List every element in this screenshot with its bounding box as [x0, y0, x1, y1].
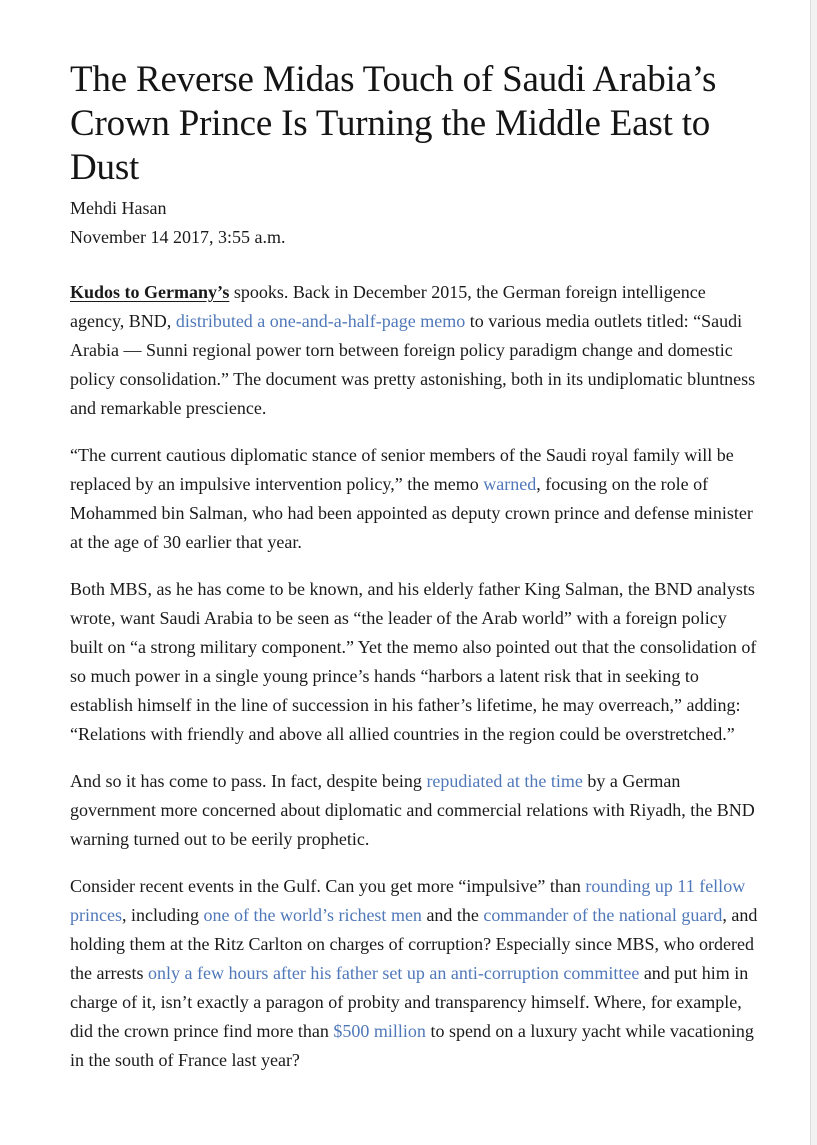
paragraph-text: , including	[121, 905, 204, 925]
paragraph-text: by a German government more concerned about diplomatic and commercial relations with Riyadh, the BND warning turned out to be eerily prophetic.	[70, 771, 755, 849]
paragraph-4	[70, 767, 760, 854]
article-date: November 14 2017, 3:55 a.m.	[70, 227, 286, 247]
paragraph-text: spooks. Back in December 2015, the German foreign intelligence agency, BND,	[70, 282, 706, 331]
article-title: The Reverse Midas Touch of Saudi Arabia’s Crown Prince Is Turning the Middle East to Dust	[70, 59, 717, 188]
paragraph-text: , focusing on the role of Mohammed bin Salman, who had been appointed as deputy crown prince and defense minister at the age of 30 earlier that year.	[70, 474, 753, 552]
national-guard-link[interactable]: commander of the national guard	[483, 905, 723, 925]
paragraph-2	[70, 441, 760, 557]
article-author: Mehdi Hasan	[70, 198, 167, 218]
window-edge	[810, 0, 817, 1145]
repudiated-link[interactable]: repudiated at the time	[426, 771, 583, 791]
paragraph-text: to various media outlets titled: “Saudi Arabia — Sunni regional power torn between foreign policy paradigm change and domestic policy consolidation.” The document was pretty astonishing, both in its undiplomatic bluntness and remarkable prescience.	[70, 311, 756, 418]
article-body	[70, 278, 760, 1075]
paragraph-text: And so it has come to pass. In fact, despite being	[70, 771, 427, 791]
kudos-link[interactable]: Kudos to Germany’s	[70, 282, 230, 302]
paragraph-3	[70, 575, 760, 749]
yacht-link[interactable]: $500 million	[333, 1021, 426, 1041]
warned-link[interactable]: warned	[483, 474, 537, 494]
paragraph-text: , and holding them at the Ritz Carlton on charges of corruption? Especially since MBS, who ordered the arrests	[70, 905, 758, 983]
richest-men-link[interactable]: one of the world’s richest men	[203, 905, 422, 925]
rounding-up-link[interactable]: rounding up 11 fellow princes	[70, 876, 746, 925]
paragraph-text: “The current cautious diplomatic stance of senior members of the Saudi royal family will be replaced by an impulsive intervention policy,” the memo	[70, 445, 734, 494]
article	[70, 58, 760, 1093]
paragraph-1	[70, 278, 760, 423]
paragraph-text: Both MBS, as he has come to be known, and his elderly father King Salman, the BND analysts wrote, want Saudi Arabia to be seen as “the leader of the Arab world” with a foreign policy built on “a strong military component.” Yet the memo also pointed out that the consolidation of so much power in a single young prince’s hands “harbors a latent risk that in seeking to establish himself in the line of succession in his father’s lifetime, he may overreach,” adding: “Relations with friendly and above all allied countries in the region could be overstretched.”	[70, 579, 757, 744]
paragraph-5	[70, 872, 760, 1075]
paragraph-text: to spend on a luxury yacht while vacationing in the south of France last year?	[70, 1021, 754, 1070]
memo-link[interactable]: distributed a one-and-a-half-page memo	[175, 311, 466, 331]
paragraph-text: and put him in charge of it, isn’t exactly a paragon of probity and transparency himself. Where, for example, did the crown prince find more than	[70, 963, 749, 1041]
paragraph-text: and the	[421, 905, 484, 925]
paragraph-text: Consider recent events in the Gulf. Can you get more “impulsive” than	[70, 876, 586, 896]
anti-corruption-link[interactable]: only a few hours after his father set up an anti-corruption committee	[147, 963, 640, 983]
